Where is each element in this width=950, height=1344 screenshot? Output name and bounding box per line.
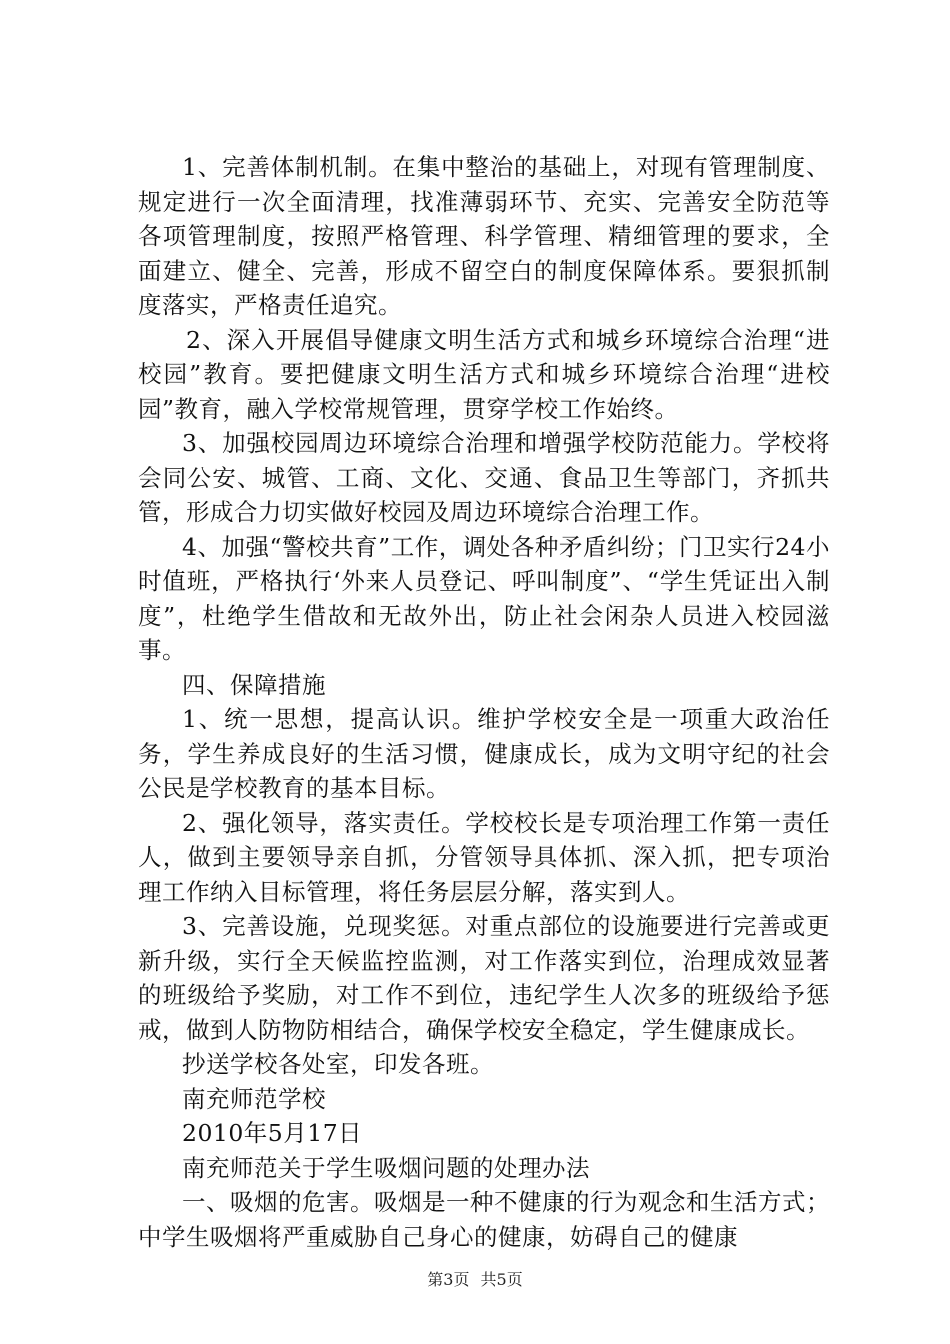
cc-line: 抄送学校各处室，印发各班。: [182, 1050, 494, 1078]
paragraph-6: 2、强化领导，落实责任。学校校长是专项治理工作第一责任人，做到主要领导亲自抓，分管领导具体抓、深入抓，把专项治理工作纳入目标管理，将任务层层分解，落实到人。: [138, 808, 830, 906]
section-heading-safeguards: 四、保障措施: [182, 670, 326, 699]
signature-date: 2010年5月17日: [182, 1119, 363, 1147]
page-total: 共5页: [480, 1270, 523, 1289]
document-title: 南充师范关于学生吸烟问题的处理办法: [182, 1153, 590, 1182]
page-footer: [0, 1270, 950, 1290]
paragraph-1: 1、完善体制机制。在集中整治的基础上，对现有管理制度、规定进行一次全面清理，找准薄弱环节、充实、完善安全防范等各项管理制度，按照严格管理、科学管理、精细管理的要求，全面建立、健全、完善，形成不留空白的制度保障体系。要狠抓制度落实，严格责任追究。: [138, 153, 830, 319]
page-number: 第3页: [427, 1270, 470, 1289]
paragraph-5: 1、统一思想，提高认识。维护学校安全是一项重大政治任务，学生养成良好的生活习惯，健康成长，成为文明守纪的社会公民是学校教育的基本目标。: [138, 705, 830, 802]
paragraph-2: 2、深入开展倡导健康文明生活方式和城乡环境综合治理“进校园”教育。要把健康文明生活方式和城乡环境综合治理“进校园”教育，融入学校常规管理，贯穿学校工作始终。: [138, 325, 830, 423]
paragraph-8: 一、吸烟的危害。吸烟是一种不健康的行为观念和生活方式；中学生吸烟将严重威胁自己身心的健康，妨碍自己的健康: [138, 1188, 830, 1251]
paragraph-3: 3、加强校园周边环境综合治理和增强学校防范能力。学校将会同公安、城管、工商、文化、交通、食品卫生等部门，齐抓共管，形成合力切实做好校园及周边环境综合治理工作。: [138, 429, 830, 526]
document-body: [138, 150, 830, 1254]
paragraph-4: 4、加强“警校共育”工作，调处各种矛盾纠纷；门卫实行24小时值班，严格执行‘外来人员登记、呼叫制度”、“学生凭证出入制度”，杜绝学生借故和无故外出，防止社会闲杂人员进入校园滋事。: [138, 532, 830, 664]
signature-org: 南充师范学校: [182, 1084, 326, 1113]
paragraph-7: 3、完善设施，兑现奖惩。对重点部位的设施要进行完善或更新升级，实行全天候监控监测，对工作落实到位，治理成效显著的班级给予奖励，对工作不到位，违纪学生人次多的班级给予惩戒，做到人防物防相结合，确保学校安全稳定，学生健康成长。: [138, 912, 830, 1044]
